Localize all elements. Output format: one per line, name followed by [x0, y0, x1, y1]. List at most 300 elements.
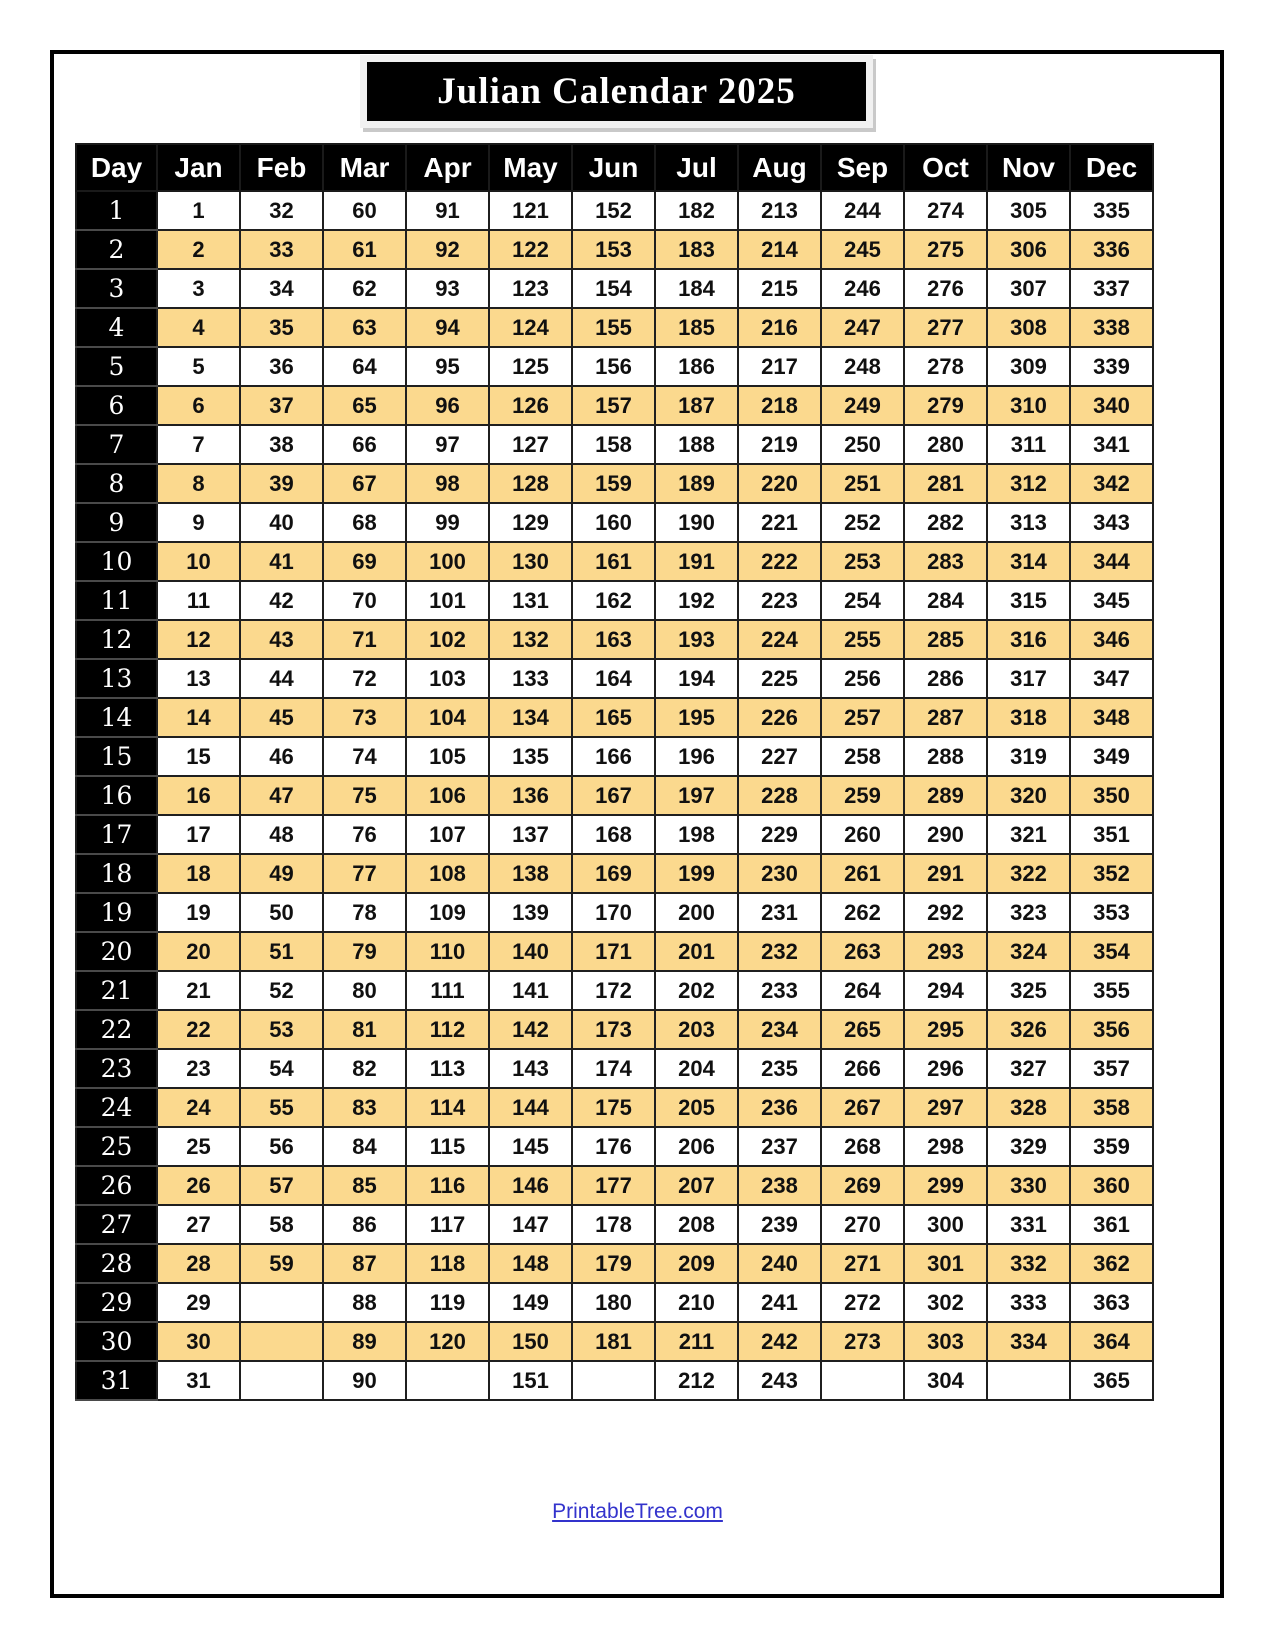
table-row-day-20	[76, 932, 1153, 971]
julian-day-cell: 13	[157, 659, 240, 698]
julian-day-cell: 354	[1070, 932, 1153, 971]
table-row-day-17	[76, 815, 1153, 854]
table-row-day-1	[76, 191, 1153, 230]
julian-day-cell: 310	[987, 386, 1070, 425]
table-row-day-8	[76, 464, 1153, 503]
julian-day-cell: 316	[987, 620, 1070, 659]
julian-day-cell: 106	[406, 776, 489, 815]
julian-day-cell: 83	[323, 1088, 406, 1127]
julian-day-cell: 98	[406, 464, 489, 503]
julian-day-cell: 57	[240, 1166, 323, 1205]
month-header-feb: Feb	[240, 144, 323, 191]
julian-day-cell: 235	[738, 1049, 821, 1088]
julian-day-cell: 32	[240, 191, 323, 230]
julian-day-cell: 250	[821, 425, 904, 464]
month-header-aug: Aug	[738, 144, 821, 191]
julian-day-cell: 346	[1070, 620, 1153, 659]
julian-day-cell: 309	[987, 347, 1070, 386]
julian-day-cell: 305	[987, 191, 1070, 230]
julian-day-cell: 92	[406, 230, 489, 269]
julian-day-cell: 110	[406, 932, 489, 971]
julian-day-cell: 29	[157, 1283, 240, 1322]
julian-day-cell: 266	[821, 1049, 904, 1088]
julian-day-cell: 291	[904, 854, 987, 893]
julian-day-cell: 126	[489, 386, 572, 425]
day-column-header: Day	[76, 144, 157, 191]
julian-day-cell: 216	[738, 308, 821, 347]
julian-day-cell: 287	[904, 698, 987, 737]
julian-day-cell: 128	[489, 464, 572, 503]
julian-day-cell: 125	[489, 347, 572, 386]
julian-day-cell: 102	[406, 620, 489, 659]
julian-day-cell: 170	[572, 893, 655, 932]
julian-day-cell: 258	[821, 737, 904, 776]
julian-day-cell: 282	[904, 503, 987, 542]
julian-day-cell: 44	[240, 659, 323, 698]
julian-day-cell: 286	[904, 659, 987, 698]
julian-day-cell: 129	[489, 503, 572, 542]
julian-day-cell: 156	[572, 347, 655, 386]
day-number-cell: 14	[76, 698, 157, 737]
julian-day-cell: 101	[406, 581, 489, 620]
julian-day-cell: 243	[738, 1361, 821, 1400]
julian-day-cell: 118	[406, 1244, 489, 1283]
julian-day-cell: 147	[489, 1205, 572, 1244]
table-row-day-11	[76, 581, 1153, 620]
julian-day-cell: 61	[323, 230, 406, 269]
month-header-jan: Jan	[157, 144, 240, 191]
julian-day-cell: 27	[157, 1205, 240, 1244]
julian-day-cell: 76	[323, 815, 406, 854]
julian-day-cell: 359	[1070, 1127, 1153, 1166]
julian-day-cell: 281	[904, 464, 987, 503]
julian-day-cell: 261	[821, 854, 904, 893]
julian-day-cell: 304	[904, 1361, 987, 1400]
table-row-day-28	[76, 1244, 1153, 1283]
julian-day-cell: 270	[821, 1205, 904, 1244]
julian-day-cell: 230	[738, 854, 821, 893]
julian-day-cell: 271	[821, 1244, 904, 1283]
julian-day-cell	[240, 1283, 323, 1322]
julian-day-cell: 331	[987, 1205, 1070, 1244]
julian-day-cell: 7	[157, 425, 240, 464]
julian-day-cell: 49	[240, 854, 323, 893]
julian-day-cell: 127	[489, 425, 572, 464]
julian-day-cell: 47	[240, 776, 323, 815]
julian-day-cell: 269	[821, 1166, 904, 1205]
julian-day-cell: 300	[904, 1205, 987, 1244]
julian-day-cell: 207	[655, 1166, 738, 1205]
table-row-day-27	[76, 1205, 1153, 1244]
julian-day-cell: 86	[323, 1205, 406, 1244]
julian-day-cell: 314	[987, 542, 1070, 581]
julian-day-cell: 113	[406, 1049, 489, 1088]
day-number-cell: 15	[76, 737, 157, 776]
julian-day-cell: 247	[821, 308, 904, 347]
julian-day-cell: 196	[655, 737, 738, 776]
julian-day-cell: 199	[655, 854, 738, 893]
julian-day-cell: 99	[406, 503, 489, 542]
julian-day-cell: 312	[987, 464, 1070, 503]
julian-day-cell: 237	[738, 1127, 821, 1166]
julian-day-cell: 158	[572, 425, 655, 464]
julian-day-cell: 151	[489, 1361, 572, 1400]
julian-day-cell	[240, 1361, 323, 1400]
julian-day-cell: 67	[323, 464, 406, 503]
julian-day-cell: 341	[1070, 425, 1153, 464]
julian-day-cell: 364	[1070, 1322, 1153, 1361]
julian-day-cell: 288	[904, 737, 987, 776]
julian-day-cell: 338	[1070, 308, 1153, 347]
julian-day-cell: 104	[406, 698, 489, 737]
julian-day-cell: 343	[1070, 503, 1153, 542]
julian-day-cell: 249	[821, 386, 904, 425]
julian-day-cell: 211	[655, 1322, 738, 1361]
day-number-cell: 9	[76, 503, 157, 542]
table-row-day-30	[76, 1322, 1153, 1361]
julian-day-cell	[821, 1361, 904, 1400]
table-row-day-10	[76, 542, 1153, 581]
julian-day-cell: 25	[157, 1127, 240, 1166]
julian-day-cell: 26	[157, 1166, 240, 1205]
julian-day-cell	[240, 1322, 323, 1361]
julian-day-cell: 294	[904, 971, 987, 1010]
julian-day-cell: 172	[572, 971, 655, 1010]
day-number-cell: 20	[76, 932, 157, 971]
julian-day-cell: 64	[323, 347, 406, 386]
julian-day-cell: 171	[572, 932, 655, 971]
julian-day-cell: 16	[157, 776, 240, 815]
julian-day-cell: 93	[406, 269, 489, 308]
table-row-day-14	[76, 698, 1153, 737]
julian-day-cell: 21	[157, 971, 240, 1010]
julian-day-cell: 103	[406, 659, 489, 698]
julian-day-cell: 212	[655, 1361, 738, 1400]
day-number-cell: 22	[76, 1010, 157, 1049]
julian-day-cell: 85	[323, 1166, 406, 1205]
julian-day-cell: 306	[987, 230, 1070, 269]
day-number-cell: 1	[76, 191, 157, 230]
julian-day-cell: 355	[1070, 971, 1153, 1010]
julian-day-cell: 299	[904, 1166, 987, 1205]
julian-day-cell: 201	[655, 932, 738, 971]
julian-day-cell: 337	[1070, 269, 1153, 308]
julian-day-cell: 22	[157, 1010, 240, 1049]
table-row-day-29	[76, 1283, 1153, 1322]
julian-day-cell: 253	[821, 542, 904, 581]
day-number-cell: 31	[76, 1361, 157, 1400]
julian-day-cell: 254	[821, 581, 904, 620]
julian-day-cell: 43	[240, 620, 323, 659]
julian-day-cell: 18	[157, 854, 240, 893]
julian-day-cell: 244	[821, 191, 904, 230]
julian-day-cell: 209	[655, 1244, 738, 1283]
julian-day-cell: 84	[323, 1127, 406, 1166]
julian-day-cell: 178	[572, 1205, 655, 1244]
julian-day-cell: 73	[323, 698, 406, 737]
julian-day-cell: 365	[1070, 1361, 1153, 1400]
julian-day-cell: 214	[738, 230, 821, 269]
month-header-nov: Nov	[987, 144, 1070, 191]
day-number-cell: 27	[76, 1205, 157, 1244]
julian-day-cell: 82	[323, 1049, 406, 1088]
julian-day-cell: 350	[1070, 776, 1153, 815]
julian-day-cell: 339	[1070, 347, 1153, 386]
julian-day-cell: 318	[987, 698, 1070, 737]
julian-day-cell: 257	[821, 698, 904, 737]
month-header-mar: Mar	[323, 144, 406, 191]
julian-day-cell: 233	[738, 971, 821, 1010]
day-number-cell: 16	[76, 776, 157, 815]
table-row-day-24	[76, 1088, 1153, 1127]
month-header-sep: Sep	[821, 144, 904, 191]
julian-day-cell: 328	[987, 1088, 1070, 1127]
julian-day-cell: 59	[240, 1244, 323, 1283]
julian-day-cell: 197	[655, 776, 738, 815]
julian-day-cell: 356	[1070, 1010, 1153, 1049]
julian-day-cell: 219	[738, 425, 821, 464]
day-number-cell: 10	[76, 542, 157, 581]
julian-day-cell: 218	[738, 386, 821, 425]
julian-day-cell: 56	[240, 1127, 323, 1166]
julian-day-cell: 12	[157, 620, 240, 659]
julian-day-cell: 268	[821, 1127, 904, 1166]
julian-day-cell: 321	[987, 815, 1070, 854]
julian-day-cell: 273	[821, 1322, 904, 1361]
julian-day-cell: 143	[489, 1049, 572, 1088]
julian-day-cell: 330	[987, 1166, 1070, 1205]
julian-day-cell: 204	[655, 1049, 738, 1088]
julian-day-cell: 145	[489, 1127, 572, 1166]
julian-day-cell: 326	[987, 1010, 1070, 1049]
table-row-day-15	[76, 737, 1153, 776]
julian-day-cell: 177	[572, 1166, 655, 1205]
julian-table	[75, 143, 1154, 1401]
table-row-day-6	[76, 386, 1153, 425]
day-number-cell: 6	[76, 386, 157, 425]
julian-day-cell: 275	[904, 230, 987, 269]
table-row-day-13	[76, 659, 1153, 698]
julian-day-cell: 248	[821, 347, 904, 386]
julian-day-cell: 91	[406, 191, 489, 230]
julian-day-cell: 157	[572, 386, 655, 425]
julian-day-cell: 135	[489, 737, 572, 776]
table-row-day-26	[76, 1166, 1153, 1205]
julian-day-cell: 87	[323, 1244, 406, 1283]
julian-day-cell: 352	[1070, 854, 1153, 893]
table-row-day-22	[76, 1010, 1153, 1049]
julian-day-cell: 155	[572, 308, 655, 347]
julian-day-cell: 166	[572, 737, 655, 776]
day-number-cell: 25	[76, 1127, 157, 1166]
julian-day-cell: 202	[655, 971, 738, 1010]
julian-day-cell: 65	[323, 386, 406, 425]
julian-day-cell: 278	[904, 347, 987, 386]
julian-day-cell: 95	[406, 347, 489, 386]
julian-day-cell: 344	[1070, 542, 1153, 581]
julian-day-cell: 96	[406, 386, 489, 425]
julian-day-cell: 111	[406, 971, 489, 1010]
julian-day-cell: 276	[904, 269, 987, 308]
julian-day-cell: 184	[655, 269, 738, 308]
julian-day-cell: 185	[655, 308, 738, 347]
julian-day-cell: 195	[655, 698, 738, 737]
julian-day-cell: 159	[572, 464, 655, 503]
day-number-cell: 24	[76, 1088, 157, 1127]
julian-day-cell: 71	[323, 620, 406, 659]
julian-day-cell: 320	[987, 776, 1070, 815]
julian-day-cell: 11	[157, 581, 240, 620]
julian-day-cell: 162	[572, 581, 655, 620]
julian-day-cell: 35	[240, 308, 323, 347]
julian-day-cell: 63	[323, 308, 406, 347]
printabletree-link[interactable]: PrintableTree.com	[552, 1500, 723, 1523]
julian-day-cell: 280	[904, 425, 987, 464]
julian-day-cell	[572, 1361, 655, 1400]
julian-day-cell: 144	[489, 1088, 572, 1127]
julian-day-cell: 251	[821, 464, 904, 503]
julian-day-cell: 120	[406, 1322, 489, 1361]
julian-day-cell: 307	[987, 269, 1070, 308]
julian-day-cell: 109	[406, 893, 489, 932]
julian-day-cell: 72	[323, 659, 406, 698]
table-body	[76, 191, 1153, 1400]
julian-day-cell: 327	[987, 1049, 1070, 1088]
table-row-day-4	[76, 308, 1153, 347]
julian-day-cell: 203	[655, 1010, 738, 1049]
day-number-cell: 30	[76, 1322, 157, 1361]
julian-day-cell: 20	[157, 932, 240, 971]
julian-day-cell: 36	[240, 347, 323, 386]
julian-day-cell: 220	[738, 464, 821, 503]
julian-day-cell: 53	[240, 1010, 323, 1049]
title-banner	[360, 55, 873, 128]
julian-day-cell: 245	[821, 230, 904, 269]
julian-day-cell: 296	[904, 1049, 987, 1088]
julian-day-cell: 200	[655, 893, 738, 932]
julian-day-cell: 324	[987, 932, 1070, 971]
julian-day-cell: 295	[904, 1010, 987, 1049]
julian-day-cell: 239	[738, 1205, 821, 1244]
julian-day-cell: 79	[323, 932, 406, 971]
month-header-dec: Dec	[1070, 144, 1153, 191]
julian-day-cell: 175	[572, 1088, 655, 1127]
julian-day-cell: 140	[489, 932, 572, 971]
julian-day-cell: 66	[323, 425, 406, 464]
julian-day-cell: 332	[987, 1244, 1070, 1283]
julian-day-cell: 329	[987, 1127, 1070, 1166]
julian-day-cell: 348	[1070, 698, 1153, 737]
julian-day-cell: 52	[240, 971, 323, 1010]
julian-day-cell: 114	[406, 1088, 489, 1127]
julian-day-cell: 190	[655, 503, 738, 542]
julian-day-cell: 54	[240, 1049, 323, 1088]
julian-day-cell: 308	[987, 308, 1070, 347]
julian-day-cell: 160	[572, 503, 655, 542]
julian-day-cell: 134	[489, 698, 572, 737]
julian-day-cell: 97	[406, 425, 489, 464]
julian-day-cell: 224	[738, 620, 821, 659]
julian-day-cell: 107	[406, 815, 489, 854]
day-number-cell: 19	[76, 893, 157, 932]
julian-day-cell: 186	[655, 347, 738, 386]
julian-day-cell: 206	[655, 1127, 738, 1166]
julian-day-cell: 168	[572, 815, 655, 854]
day-number-cell: 12	[76, 620, 157, 659]
julian-day-cell: 298	[904, 1127, 987, 1166]
julian-day-cell: 24	[157, 1088, 240, 1127]
julian-day-cell: 3	[157, 269, 240, 308]
day-number-cell: 5	[76, 347, 157, 386]
table-row-day-25	[76, 1127, 1153, 1166]
julian-day-cell: 119	[406, 1283, 489, 1322]
julian-day-cell: 353	[1070, 893, 1153, 932]
julian-day-cell: 6	[157, 386, 240, 425]
julian-day-cell: 336	[1070, 230, 1153, 269]
julian-day-cell: 334	[987, 1322, 1070, 1361]
julian-day-cell: 255	[821, 620, 904, 659]
julian-day-cell: 198	[655, 815, 738, 854]
julian-day-cell: 246	[821, 269, 904, 308]
julian-day-cell: 139	[489, 893, 572, 932]
julian-day-cell: 94	[406, 308, 489, 347]
julian-day-cell: 345	[1070, 581, 1153, 620]
julian-day-cell: 262	[821, 893, 904, 932]
julian-day-cell: 112	[406, 1010, 489, 1049]
julian-day-cell: 187	[655, 386, 738, 425]
julian-day-cell: 293	[904, 932, 987, 971]
julian-day-cell: 45	[240, 698, 323, 737]
julian-day-cell: 137	[489, 815, 572, 854]
julian-day-cell: 37	[240, 386, 323, 425]
julian-day-cell: 142	[489, 1010, 572, 1049]
julian-day-cell: 272	[821, 1283, 904, 1322]
day-number-cell: 18	[76, 854, 157, 893]
julian-day-cell: 174	[572, 1049, 655, 1088]
julian-day-cell: 14	[157, 698, 240, 737]
julian-day-cell: 252	[821, 503, 904, 542]
julian-day-cell: 183	[655, 230, 738, 269]
julian-day-cell: 222	[738, 542, 821, 581]
julian-day-cell: 284	[904, 581, 987, 620]
julian-day-cell: 130	[489, 542, 572, 581]
julian-day-cell: 48	[240, 815, 323, 854]
julian-day-cell: 347	[1070, 659, 1153, 698]
day-number-cell: 4	[76, 308, 157, 347]
julian-day-cell: 285	[904, 620, 987, 659]
julian-day-cell: 361	[1070, 1205, 1153, 1244]
julian-day-cell: 136	[489, 776, 572, 815]
julian-day-cell: 90	[323, 1361, 406, 1400]
julian-day-cell: 161	[572, 542, 655, 581]
julian-day-cell: 349	[1070, 737, 1153, 776]
julian-day-cell	[406, 1361, 489, 1400]
julian-day-cell: 9	[157, 503, 240, 542]
table-row-day-3	[76, 269, 1153, 308]
julian-day-cell: 193	[655, 620, 738, 659]
julian-day-cell: 173	[572, 1010, 655, 1049]
julian-day-cell: 122	[489, 230, 572, 269]
table-row-day-9	[76, 503, 1153, 542]
julian-day-cell: 242	[738, 1322, 821, 1361]
julian-day-cell: 277	[904, 308, 987, 347]
julian-day-cell: 289	[904, 776, 987, 815]
julian-day-cell: 263	[821, 932, 904, 971]
table-header-row	[76, 144, 1153, 191]
julian-day-cell: 23	[157, 1049, 240, 1088]
julian-day-cell: 152	[572, 191, 655, 230]
julian-day-cell: 75	[323, 776, 406, 815]
